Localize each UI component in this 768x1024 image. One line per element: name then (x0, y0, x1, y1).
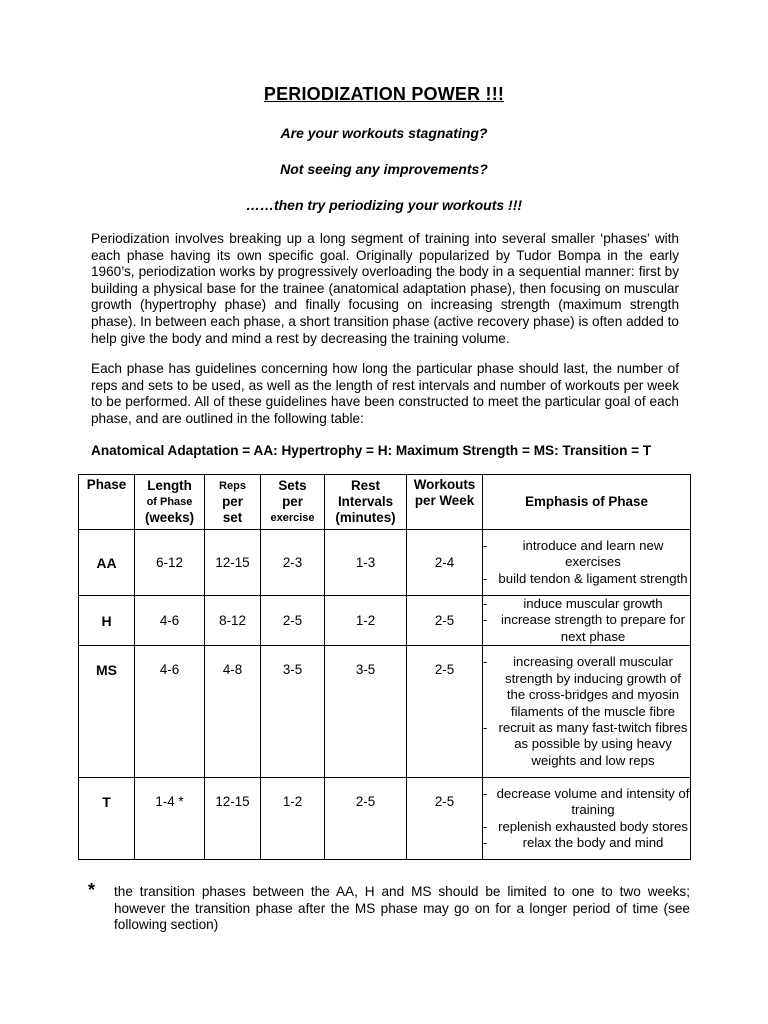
emphasis-item: - decrease volume and intensity of training (483, 786, 690, 819)
header-emphasis: Emphasis of Phase (483, 475, 691, 530)
cell-length: 4-6 (135, 646, 205, 778)
cell-rest: 1-3 (325, 530, 407, 596)
cell-emphasis (483, 530, 691, 596)
cell-emphasis (483, 596, 691, 646)
emphasis-item: - recruit as many fast-twitch fibres as possible by using heavy weights and low reps (483, 720, 690, 769)
cell-workouts: 2-4 (407, 530, 483, 596)
table-header-row (79, 475, 691, 530)
cell-workouts: 2-5 (407, 778, 483, 860)
subtitle-call-to-action: ……then try periodizing your workouts !!! (245, 197, 523, 213)
header-rest: Rest Intervals (minutes) (325, 475, 407, 530)
page-title: PERIODIZATION POWER !!! (263, 84, 505, 104)
cell-rest: 3-5 (325, 646, 407, 778)
cell-reps: 8-12 (205, 596, 261, 646)
cell-sets: 2-5 (261, 596, 325, 646)
cell-sets: 2-3 (261, 530, 325, 596)
cell-length: 6-12 (135, 530, 205, 596)
cell-phase: AA (79, 530, 135, 596)
cell-rest: 1-2 (325, 596, 407, 646)
cell-rest: 2-5 (325, 778, 407, 860)
emphasis-item: - increase strength to prepare for next phase (483, 612, 690, 645)
cell-workouts: 2-5 (407, 596, 483, 646)
cell-sets: 3-5 (261, 646, 325, 778)
header-phase: Phase (79, 475, 135, 530)
cell-emphasis (483, 646, 691, 778)
emphasis-item: - induce muscular growth (483, 596, 690, 612)
intro-paragraph: Periodization involves breaking up a long segment of training into several smaller ‘phases’ with each phase having its own specific goal. Originally popularized by Tudor Bompa in the early 1960’s, periodization works by progressively overloading the body in a sequential manner: first by building a physical base for the trainee (anatomical adaptation phase), then focusing on muscular growth (hypertrophy phase) and finally focusing on increasing strength (maximum strength phase). In between each phase, a short transition phase (active recovery phase) is often added to help give the body and mind a rest by decreasing the training volume. (91, 231, 679, 346)
guidelines-paragraph: Each phase has guidelines concerning how long the particular phase should last, the number of reps and sets to be used, as well as the length of rest intervals and number of workouts per week to be performed. All of these guidelines have been constructed to meet the particular goal of each phase, and are outlined in the following table: (91, 361, 679, 426)
subtitle-question-1: Are your workouts stagnating? (280, 125, 488, 141)
table-row (79, 646, 691, 778)
cell-emphasis (483, 778, 691, 860)
cell-sets: 1-2 (261, 778, 325, 860)
cell-length: 4-6 (135, 596, 205, 646)
emphasis-item: - replenish exhausted body stores (483, 819, 690, 835)
emphasis-item: - introduce and learn new exercises (483, 538, 690, 571)
cell-reps: 12-15 (205, 530, 261, 596)
emphasis-item: - increasing overall muscular strength by inducing growth of the cross-bridges and myosin filaments of the muscle fibre (483, 654, 690, 720)
table-row (79, 778, 691, 860)
cell-phase: T (79, 778, 135, 860)
table-row (79, 530, 691, 596)
header-length: Length of Phase (weeks) (135, 475, 205, 530)
header-workouts: Workouts per Week (407, 475, 483, 530)
footnote-text: the transition phases between the AA, H and MS should be limited to one to two weeks; however the transition phase after the MS phase may go on for a longer period of time (see following section) (114, 884, 690, 933)
cell-workouts: 2-5 (407, 646, 483, 778)
header-sets: Sets per exercise (261, 475, 325, 530)
emphasis-item: - relax the body and mind (483, 835, 690, 851)
cell-phase: H (79, 596, 135, 646)
cell-reps: 12-15 (205, 778, 261, 860)
cell-phase: MS (79, 646, 135, 778)
phase-guidelines-table (78, 474, 691, 860)
table-row (79, 596, 691, 646)
emphasis-item: - build tendon & ligament strength (483, 571, 690, 587)
abbreviation-legend: Anatomical Adaptation = AA: Hypertrophy = H: Maximum Strength = MS: Transition = T (91, 443, 652, 458)
header-reps: Reps per set (205, 475, 261, 530)
cell-length: 1-4 * (135, 778, 205, 860)
footnote-asterisk: * (88, 880, 96, 900)
subtitle-question-2: Not seeing any improvements? (280, 161, 488, 177)
cell-reps: 4-8 (205, 646, 261, 778)
